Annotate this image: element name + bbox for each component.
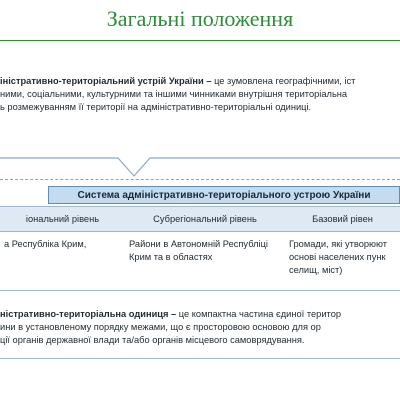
cell-line: основі населених пунк — [289, 252, 386, 262]
cell-line: Громади, які утворюют — [289, 239, 388, 249]
chevron-divider — [0, 154, 400, 180]
cell-line: селищ, міст) — [289, 265, 343, 275]
definition-text-1: це зумовлена географічними, іст — [211, 76, 356, 86]
definition-paragraph-1 — [0, 75, 400, 114]
definition-line: ції органів державної влади та/або органів місцевого самоврядування. — [0, 335, 305, 345]
header-regional-level: іональний рівень — [0, 207, 125, 232]
levels-table — [0, 206, 400, 291]
header-subregional-level: Субрегіональний рівень — [125, 207, 285, 232]
definition-line: ними, соціальними, культурними та іншими чинниками внутрішня територіальна — [0, 89, 348, 99]
system-heading: Система адміністративно-територіального устрою України — [48, 186, 400, 204]
definition-line: ини в установленому порядку межами, що є просторовою основою для ор — [0, 322, 321, 332]
definition-line: ь розмежуванням її території на адміністративно-територіальні одиниці. — [0, 102, 312, 112]
cell-line: Крим та в областях — [129, 252, 213, 262]
cell-line: а Республіка Крим, — [4, 239, 87, 249]
cell-basic — [285, 232, 400, 291]
page-title: Загальні положення — [106, 6, 294, 31]
cell-line: Райони в Автономній Республіці — [129, 239, 268, 249]
title-divider — [0, 40, 400, 41]
table-row — [0, 232, 400, 291]
definition-paragraph-2 — [0, 308, 400, 347]
definition-term-2: ністративно-територіальна одиниця – — [0, 309, 177, 319]
cell-regional — [0, 232, 125, 291]
cell-subregional — [125, 232, 285, 291]
table-header-row — [0, 207, 400, 232]
bottom-divider — [0, 358, 400, 359]
header-basic-level: Базовий рівен — [285, 207, 400, 232]
definition-text-2: це компактна частина єдиної територ — [176, 309, 342, 319]
dashed-divider — [0, 179, 400, 180]
definition-term-1: іністративно-територіальний устрій України – — [0, 76, 212, 86]
